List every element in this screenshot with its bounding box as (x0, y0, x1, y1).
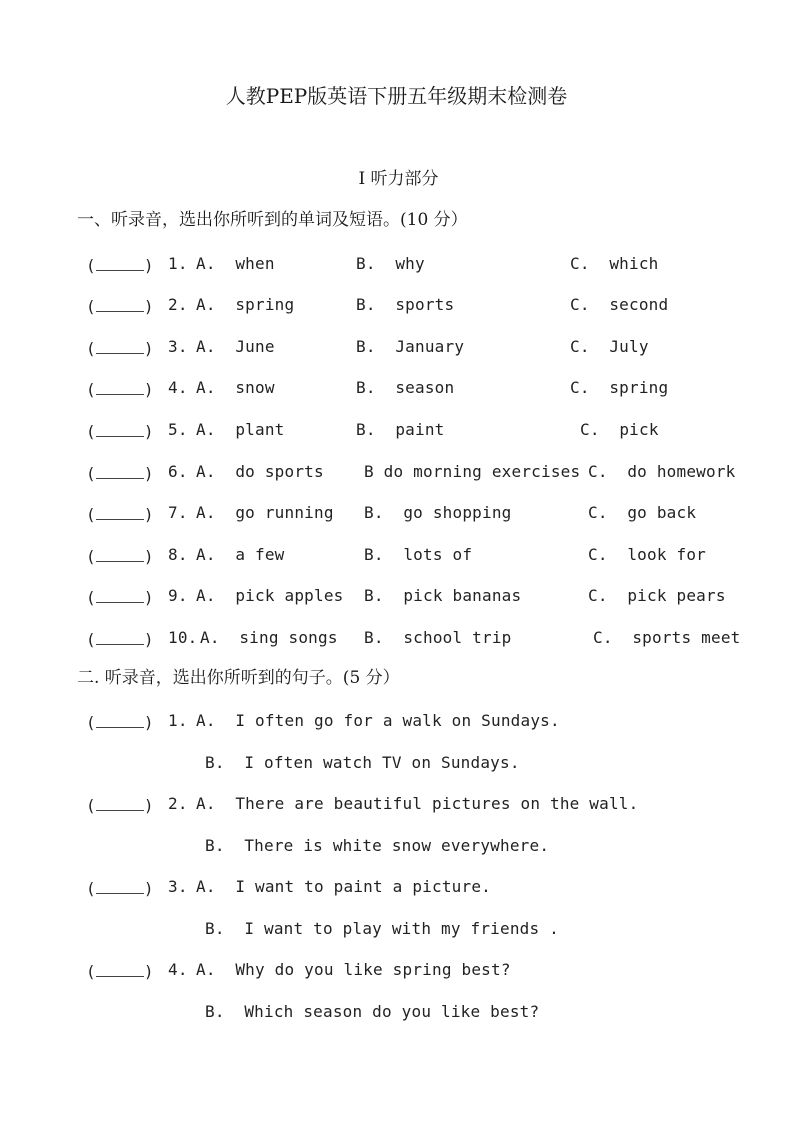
option-b: B. school trip (364, 628, 512, 647)
close-paren: ) (143, 713, 154, 732)
option-a: A. sing songs (200, 628, 338, 647)
sentence-option-b: B. I often watch TV on Sundays. (205, 753, 520, 772)
blank-line[interactable] (96, 796, 144, 811)
answer-blank[interactable] (86, 297, 154, 315)
question-number: 6. (168, 462, 188, 481)
option-a: A. a few (196, 545, 285, 564)
question-number: 3. (168, 337, 188, 356)
close-paren: ) (143, 380, 154, 399)
option-c: C. look for (588, 545, 706, 564)
open-paren: ( (86, 422, 96, 441)
answer-blank[interactable] (86, 630, 154, 648)
option-c: C. second (570, 295, 669, 314)
blank-line[interactable] (96, 297, 144, 312)
option-b: B. paint (356, 420, 445, 439)
open-paren: ( (86, 464, 96, 483)
option-b: B. why (356, 254, 425, 273)
open-paren: ( (86, 962, 96, 981)
option-c: C. sports meet (593, 628, 741, 647)
open-paren: ( (86, 879, 96, 898)
question-number: 10. (168, 628, 198, 647)
open-paren: ( (86, 547, 96, 566)
question-number: 9. (168, 586, 188, 605)
blank-line[interactable] (96, 547, 144, 562)
answer-blank[interactable] (86, 547, 154, 565)
question-number: 1. (168, 254, 188, 273)
close-paren: ) (143, 962, 154, 981)
option-c: C. which (570, 254, 659, 273)
close-paren: ) (143, 547, 154, 566)
close-paren: ) (143, 297, 154, 316)
option-b: B. lots of (364, 545, 473, 564)
option-a: A. go running (196, 503, 334, 522)
blank-line[interactable] (96, 879, 144, 894)
option-a: A. do sports (196, 462, 324, 481)
option-c: C. go back (588, 503, 697, 522)
close-paren: ) (143, 879, 154, 898)
option-b: B. sports (356, 295, 455, 314)
sentence-option-a: A. I often go for a walk on Sundays. (196, 711, 560, 730)
option-c: C. July (570, 337, 649, 356)
blank-line[interactable] (96, 422, 144, 437)
question-number: 8. (168, 545, 188, 564)
option-b: B. season (356, 378, 455, 397)
part-title: I 听力部分 (358, 169, 439, 189)
option-c: C. pick (580, 420, 659, 439)
option-a: A. snow (196, 378, 275, 397)
option-a: A. plant (196, 420, 285, 439)
answer-blank[interactable] (86, 713, 154, 731)
question-number: 7. (168, 503, 188, 522)
blank-line[interactable] (96, 713, 144, 728)
option-a: A. when (196, 254, 275, 273)
answer-blank[interactable] (86, 879, 154, 897)
close-paren: ) (143, 339, 154, 358)
sentence-option-b: B. There is white snow everywhere. (205, 836, 550, 855)
open-paren: ( (86, 630, 96, 649)
answer-blank[interactable] (86, 339, 154, 357)
option-a: A. spring (196, 295, 295, 314)
blank-line[interactable] (96, 464, 144, 479)
option-c: C. do homework (588, 462, 736, 481)
option-b: B do morning exercises (364, 462, 581, 481)
answer-blank[interactable] (86, 505, 154, 523)
question-number: 1. (168, 711, 188, 730)
option-c: C. spring (570, 378, 669, 397)
close-paren: ) (143, 796, 154, 815)
close-paren: ) (143, 505, 154, 524)
open-paren: ( (86, 339, 96, 358)
answer-blank[interactable] (86, 256, 154, 274)
answer-blank[interactable] (86, 588, 154, 606)
answer-blank[interactable] (86, 464, 154, 482)
blank-line[interactable] (96, 339, 144, 354)
close-paren: ) (143, 464, 154, 483)
answer-blank[interactable] (86, 422, 154, 440)
open-paren: ( (86, 713, 96, 732)
question-number: 3. (168, 877, 188, 896)
question-number: 4. (168, 378, 188, 397)
document-title: 人教PEP版英语下册五年级期末检测卷 (225, 84, 568, 108)
sentence-option-a: A. There are beautiful pictures on the wall. (196, 794, 639, 813)
open-paren: ( (86, 256, 96, 275)
question-number: 5. (168, 420, 188, 439)
blank-line[interactable] (96, 380, 144, 395)
blank-line[interactable] (96, 962, 144, 977)
open-paren: ( (86, 297, 96, 316)
question-number: 2. (168, 295, 188, 314)
blank-line[interactable] (96, 630, 144, 645)
sentence-option-a: A. I want to paint a picture. (196, 877, 491, 896)
sentence-option-b: B. Which season do you like best? (205, 1002, 540, 1021)
close-paren: ) (143, 588, 154, 607)
question-number: 2. (168, 794, 188, 813)
option-c: C. pick pears (588, 586, 726, 605)
open-paren: ( (86, 380, 96, 399)
close-paren: ) (143, 256, 154, 275)
option-a: A. pick apples (196, 586, 344, 605)
section2-heading: 二. 听录音，选出你所听到的句子。(5 分） (77, 668, 400, 688)
close-paren: ) (143, 630, 154, 649)
question-number: 4. (168, 960, 188, 979)
blank-line[interactable] (96, 588, 144, 603)
answer-blank[interactable] (86, 380, 154, 398)
open-paren: ( (86, 588, 96, 607)
open-paren: ( (86, 505, 96, 524)
option-b: B. January (356, 337, 465, 356)
option-b: B. pick bananas (364, 586, 522, 605)
sentence-option-a: A. Why do you like spring best? (196, 960, 511, 979)
blank-line[interactable] (96, 256, 144, 271)
open-paren: ( (86, 796, 96, 815)
blank-line[interactable] (96, 505, 144, 520)
section1-heading: 一、听录音，选出你所听到的单词及短语。(10 分） (77, 210, 468, 230)
answer-blank[interactable] (86, 962, 154, 980)
option-b: B. go shopping (364, 503, 512, 522)
answer-blank[interactable] (86, 796, 154, 814)
sentence-option-b: B. I want to play with my friends . (205, 919, 559, 938)
close-paren: ) (143, 422, 154, 441)
option-a: A. June (196, 337, 275, 356)
